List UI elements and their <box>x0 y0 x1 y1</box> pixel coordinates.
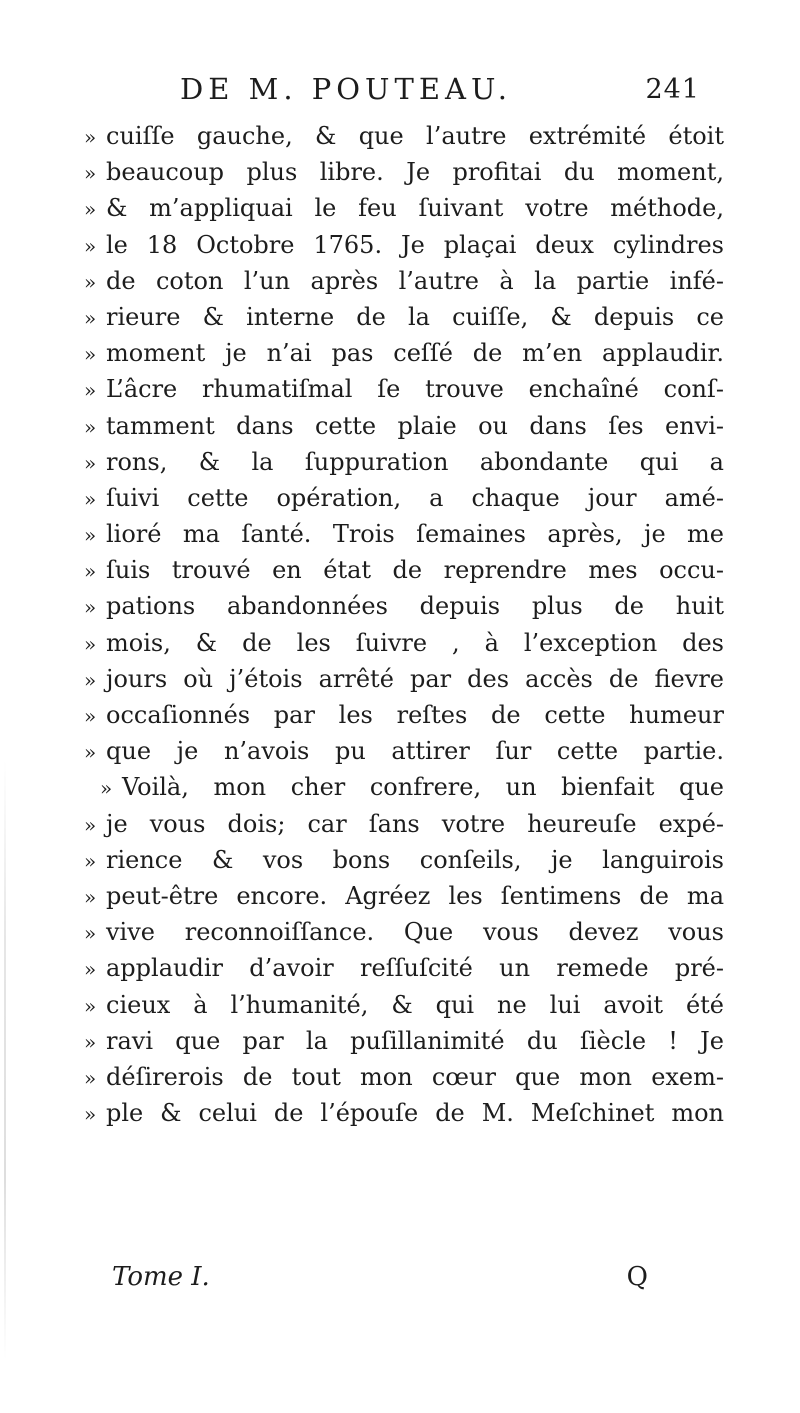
quote-mark: » <box>84 957 97 982</box>
line-text: tamment dans cette plaie ou dans ſes envi- <box>106 411 724 440</box>
quote-mark: » <box>84 125 97 149</box>
text-line <box>84 625 724 661</box>
signature-mark: Q <box>626 1262 648 1292</box>
text-line <box>84 516 724 552</box>
line-text: rons, & la ſuppuration abondante qui a <box>106 447 724 476</box>
text-line <box>84 480 724 516</box>
text-line <box>84 987 724 1023</box>
quote-mark: » <box>84 595 97 620</box>
text-line <box>84 842 724 878</box>
line-text: ple & celui de l’épouſe de M. Meſchinet mon <box>106 1099 724 1128</box>
line-text: pations abandonnées depuis plus de huit <box>106 592 724 621</box>
quote-mark: » <box>84 740 97 765</box>
line-text: L’âcre rhumatiſmal ſe trouve enchaîné conſ- <box>106 375 724 404</box>
text-line <box>84 299 724 335</box>
line-text: & m’appliquai le feu ſuivant votre méthode, <box>106 194 724 223</box>
line-text: moment je n’ai pas ceſſé de m’en applaudir. <box>106 339 724 368</box>
quote-mark: » <box>84 1029 97 1054</box>
quote-mark: » <box>84 378 97 403</box>
quote-mark: » <box>84 269 97 294</box>
line-text: ſuivi cette opération, a chaque jour amé- <box>106 483 724 512</box>
quote-mark: » <box>84 993 97 1018</box>
text-line <box>84 371 724 407</box>
quote-mark: » <box>100 776 113 801</box>
line-text: occaſionnés par les reſtes de cette humeur <box>106 701 724 729</box>
line-text: lioré ma ſanté. Trois ſemaines après, je me <box>106 520 724 549</box>
text-line <box>84 914 724 950</box>
quote-mark: » <box>84 342 97 367</box>
page-footer <box>112 1262 648 1302</box>
page-fold-shadow <box>4 760 6 1360</box>
line-text: cuiſſe gauche, & que l’autre extrémité étoit <box>106 122 724 150</box>
line-text: rieure & interne de la cuiſſe, & depuis ce <box>106 302 724 331</box>
text-line <box>84 263 724 299</box>
text-line <box>84 408 724 444</box>
text-line <box>84 190 724 226</box>
text-line <box>84 806 724 842</box>
text-line <box>84 552 724 588</box>
quote-mark: » <box>84 812 97 837</box>
quote-mark: » <box>84 414 97 439</box>
line-text: je vous dois; car ſans votre heureuſe expé- <box>106 809 724 838</box>
quote-mark: » <box>84 486 97 511</box>
line-text: rience & vos bons conſeils, je languirois <box>106 845 724 874</box>
quote-mark: » <box>84 667 97 692</box>
line-text: cieux à l’humanité, & qui ne lui avoit été <box>106 990 724 1019</box>
line-text: que je n’avois pu attirer ſur cette partie. <box>106 737 724 766</box>
line-text: beaucoup plus libre. Je profitai du moment, <box>106 158 724 187</box>
text-line <box>84 1059 724 1095</box>
text-line <box>84 1023 724 1059</box>
text-line <box>84 697 724 733</box>
quote-mark: » <box>84 1102 97 1127</box>
text-line <box>84 950 724 986</box>
text-line <box>84 335 724 371</box>
quote-mark: » <box>84 704 97 728</box>
line-text: ſuis trouvé en état de reprendre mes occu- <box>106 556 724 585</box>
quote-mark: » <box>84 450 97 475</box>
line-text: le 18 Octobre 1765. Je plaçai deux cylindres <box>106 230 724 259</box>
quote-mark: » <box>84 921 97 946</box>
quote-mark: » <box>84 523 97 548</box>
line-text: applaudir d’avoir reſſuſcité un remede pré- <box>106 954 724 983</box>
line-text: de coton l’un après l’autre à la partie infé- <box>106 266 724 295</box>
quote-mark: » <box>84 884 97 909</box>
line-text: vive reconnoiſſance. Que vous devez vous <box>106 918 724 947</box>
quote-mark: » <box>84 305 97 330</box>
line-text: déſirerois de tout mon cœur que mon exem- <box>106 1062 724 1091</box>
quote-mark: » <box>84 1065 97 1090</box>
text-line <box>84 154 724 190</box>
running-title: DE M. POUTEAU. <box>180 72 512 106</box>
quote-mark: » <box>84 197 97 222</box>
running-head <box>180 72 700 112</box>
text-line <box>84 661 724 697</box>
text-line <box>84 227 724 263</box>
line-text: Voilà, mon cher confrere, un bienfait que <box>122 773 724 802</box>
volume-label: Tome I. <box>112 1262 210 1292</box>
quote-mark: » <box>84 559 97 584</box>
text-line <box>84 769 724 805</box>
quote-mark: » <box>84 233 97 258</box>
line-text: peut-être encore. Agréez les ſentimens de ma <box>106 881 724 910</box>
quote-mark: » <box>84 161 97 186</box>
body-text <box>84 118 724 1131</box>
line-text: mois, & de les ſuivre , à l’exception des <box>106 628 724 657</box>
text-line <box>84 118 724 154</box>
text-line <box>84 878 724 914</box>
line-text: jours où j’étois arrêté par des accès de fievre <box>106 664 724 693</box>
quote-mark: » <box>84 848 97 873</box>
text-line <box>84 444 724 480</box>
text-line <box>84 588 724 624</box>
line-text: ravi que par la puſillanimité du ſiècle ! Je <box>106 1026 724 1055</box>
page-number: 241 <box>645 74 700 105</box>
text-line <box>84 733 724 769</box>
text-line <box>84 1095 724 1131</box>
quote-mark: » <box>84 631 97 656</box>
